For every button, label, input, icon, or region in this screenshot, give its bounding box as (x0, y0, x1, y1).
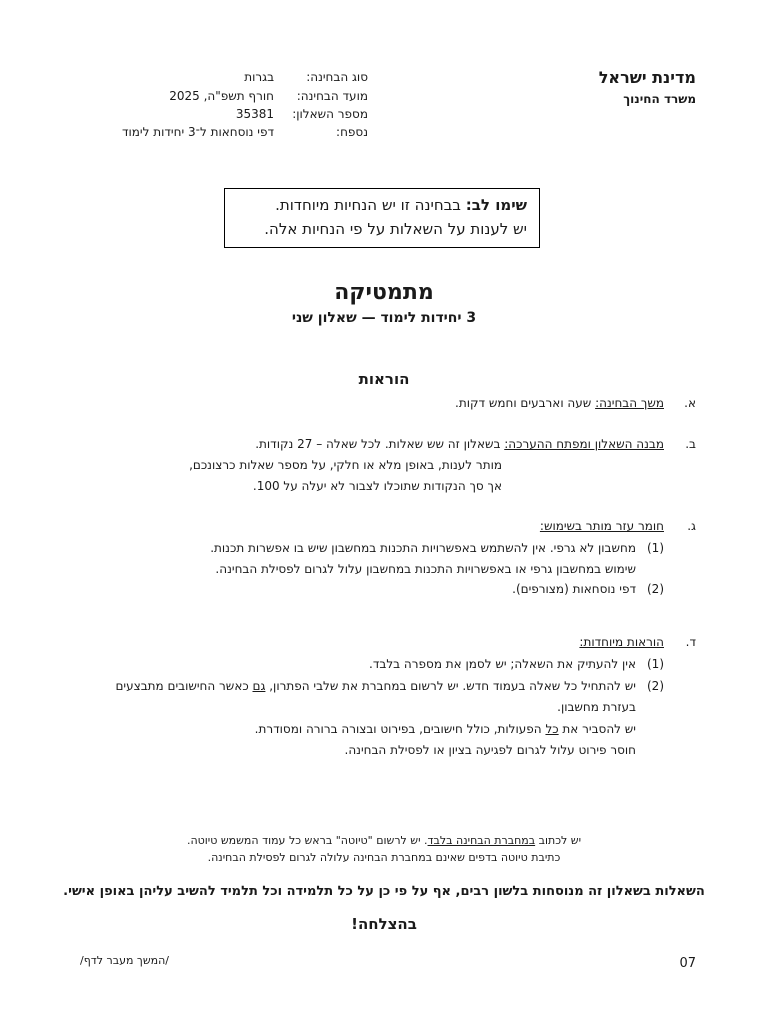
section-c-item-1-num: (1) (646, 541, 664, 555)
footnote-line-2: כתיבת טיוטה בדפים שאינם במחברת הבחינה עלולה לגרום לפסילת הבחינה. (207, 851, 561, 864)
section-c-item-1-line-2: שימוש במחשבון גרפי או באפשרויות התכנות במחשבון עלול לגרום לפסילת הבחינה. (215, 562, 636, 576)
meta-label-questionnaire-number: מספר השאלון: (292, 107, 368, 121)
subject-title: מתמטיקה (334, 280, 434, 305)
section-d-item-1-text: אין להעתיק את השאלה; יש לסמן את מספרה בלבד. (369, 657, 636, 671)
footnote-line-1-underlined: במחברת הבחינה בלבד (427, 834, 536, 847)
meta-value-questionnaire-number: 35381 (235, 107, 274, 121)
notice-line-1 (225, 193, 527, 217)
notice-bold: שימו לב: (465, 196, 527, 214)
section-c-item-1-line-1: מחשבון לא גרפי. אין להשתמש באפשרויות התכנות במחשבון שיש בו אפשרות תכנות. (210, 541, 636, 555)
section-b-line-1 (255, 437, 664, 451)
section-d-item-2-line-3 (255, 722, 636, 736)
section-b-text-1: בשאלון זה שש שאלות. לכל שאלה – 27 נקודות. (255, 437, 501, 451)
continue-note: /המשך מעבר לדף/ (80, 954, 169, 967)
meta-label-appendix: נספח: (336, 125, 368, 139)
section-d-item-2-line-1-a: יש להתחיל כל שאלה בעמוד חדש. יש לרשום במחברת את שלבי הפתרון, (265, 679, 636, 693)
footnote-line-1-b: . יש לרשום "טיוטה" בראש כל עמוד המשמש טיוטה. (186, 834, 428, 847)
section-d-item-1-num: (1) (646, 657, 664, 671)
state-name: מדינת ישראל (598, 68, 696, 87)
section-d-item-2-line-1 (115, 679, 636, 693)
ministry-name: משרד החינוך (623, 92, 696, 106)
meta-label-exam-type: סוג הבחינה: (306, 70, 368, 84)
footnote-line-1-a: יש לכתוב (535, 834, 582, 847)
section-d-item-2-line-1-underlined: גם (252, 679, 266, 693)
section-d-label: הוראות מיוחדות: (579, 635, 664, 649)
notice-line-2: יש לענות על השאלות על פי הנחיות אלה. (264, 220, 527, 238)
section-b-label: מבנה השאלון ומפתח ההערכה: (504, 437, 664, 451)
subject-subtitle: 3 יחידות לימוד — שאלון שני (291, 310, 477, 326)
section-d-item-2-num: (2) (646, 679, 664, 693)
section-c-item-2-line-1: דפי נוסחאות (מצורפים). (512, 582, 636, 596)
section-c-label: חומר עזר מותר בשימוש: (539, 519, 664, 533)
section-b-line-2: מותר לענות, באופן מלא או חלקי, על מספר שאלות כרצונכם, (189, 458, 502, 472)
section-d-item-2-line-3-underlined: כל (545, 722, 559, 736)
meta-value-appendix: דפי נוסחאות ל־3 יחידות לימוד (121, 125, 274, 139)
section-b-line-3: אך סך הנקודות שתוכלו לצבור לא יעלה על 100. (252, 479, 502, 493)
section-b-letter: ב. (685, 437, 696, 451)
notice-line-1-rest: בבחינה זו יש הנחיות מיוחדות. (275, 196, 466, 214)
section-d-letter: ד. (685, 635, 696, 649)
page-number: 07 (679, 956, 696, 971)
section-d-item-2-line-3-a: יש להסביר את (558, 722, 636, 736)
section-a-text: שעה וארבעים וחמש דקות. (455, 396, 592, 410)
section-a-letter: א. (684, 396, 696, 410)
meta-label-exam-date: מועד הבחינה: (296, 89, 368, 103)
meta-value-exam-date: חורף תשפ"ה, 2025 (169, 89, 274, 103)
good-luck: בהצלחה! (351, 915, 417, 933)
section-a-label: משך הבחינה: (595, 396, 664, 410)
section-a-line (455, 396, 664, 410)
closing-statement: השאלות בשאלון זה מנוסחות בלשון רבים, אף על פי כן על כל תלמידה וכל תלמיד להשיב עליהן באופן אישי. (63, 884, 705, 899)
section-d-item-2-line-1-b: כאשר החישובים מתבצעים (115, 679, 253, 693)
section-d-item-2-line-3-b: הפעולות, כולל חישובים, בפירוט ובצורה ברורה ומסודרת. (254, 722, 546, 736)
footnote-line-1 (0, 834, 768, 847)
section-c-letter: ג. (687, 519, 696, 533)
section-c-item-2-num: (2) (646, 582, 664, 596)
section-d-item-2-line-2: בעזרת מחשבון. (557, 700, 636, 714)
meta-value-exam-type: בגרות (244, 70, 274, 84)
notice-box (224, 188, 540, 248)
instructions-heading: הוראות (358, 370, 410, 388)
section-d-item-2-line-4: חוסר פירוט עלול לגרום לפגיעה בציון או לפסילת הבחינה. (344, 743, 636, 757)
